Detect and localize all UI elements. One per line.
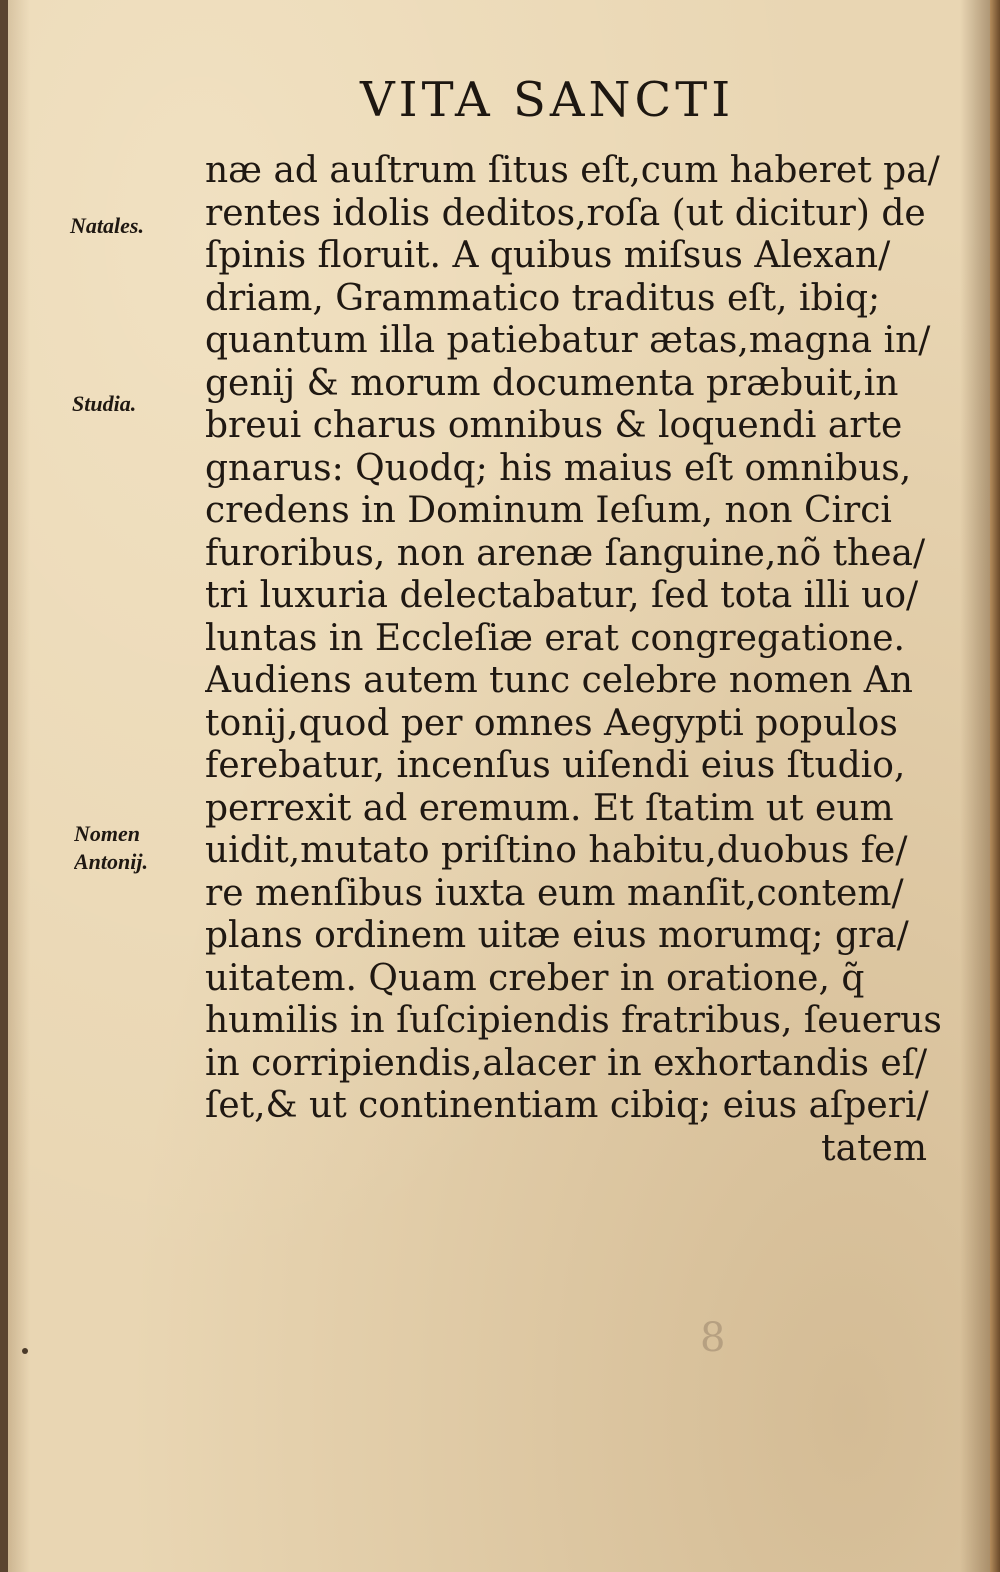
text-line: luntas in Eccleſiæ erat congregatione. xyxy=(205,617,905,659)
text-line: re menſibus iuxta eum manſit,contem/ xyxy=(205,872,904,914)
page-number: 8 xyxy=(700,1315,726,1361)
text-line: tonij,quod per omnes Aegypti populos xyxy=(205,702,898,744)
text-line: driam, Grammatico traditus eſt, ibiq; xyxy=(205,277,881,319)
text-line: tri luxuria delectabatur, ſed tota illi uo/ xyxy=(205,575,919,616)
text-line: gnarus: Quodq; his maius eſt omnibus, xyxy=(205,447,912,489)
marginal-note-nomen-antonii xyxy=(74,820,148,876)
body-text xyxy=(205,150,945,1170)
page-right-edge xyxy=(990,0,1000,1572)
text-line: furoribus, non arenæ ſanguine,nõ thea/ xyxy=(205,532,926,574)
text-line: rentes idolis deditos,roſa (ut dicitur) de xyxy=(205,192,926,234)
text-line: in corripiendis,alacer in exhortandis eſ/ xyxy=(205,1042,928,1084)
text-line: genij & morum documenta præbuit,in xyxy=(205,362,899,404)
text-line: quantum illa patiebatur ætas,magna in/ xyxy=(205,320,931,361)
marginal-note-studia: Studia. xyxy=(72,391,137,416)
text-line: breui charus omnibus & loquendi arte xyxy=(205,405,903,446)
ink-speck xyxy=(22,1348,28,1354)
text-line: ſpinis floruit. A quibus miſsus Alexan/ xyxy=(205,235,891,276)
text-line: Audiens autem tunc celebre nomen An xyxy=(205,660,913,701)
text-line: uitatem. Quam creber in oratione, q̃ xyxy=(205,957,865,999)
text-line: ſet,& ut continentiam cibiq; eius aſperi/ xyxy=(205,1085,929,1126)
text-line: ferebatur, incenſus uiſendi eius ſtudio, xyxy=(205,745,906,786)
marginal-note-natales: Natales. xyxy=(70,213,144,238)
text-line: uidit,mutato priſtino habitu,duobus fe/ xyxy=(205,830,908,871)
running-head: VITA SANCTI xyxy=(360,72,735,128)
text-line: næ ad auſtrum ſitus eſt,cum haberet pa/ xyxy=(205,150,940,191)
text-line: plans ordinem uitæ eius morumq; gra/ xyxy=(205,915,909,956)
catchword: tatem xyxy=(821,1127,927,1169)
marginal-note-line: Antonij. xyxy=(74,849,148,874)
text-line: humilis in ſuſcipiendis fratribus, ſeuerus xyxy=(205,1000,942,1041)
text-line: credens in Dominum Ieſum, non Circi xyxy=(205,490,892,531)
page-left-edge xyxy=(0,0,8,1572)
text-line: perrexit ad eremum. Et ſtatim ut eum xyxy=(205,787,894,829)
marginal-note-line: Nomen xyxy=(74,821,140,846)
